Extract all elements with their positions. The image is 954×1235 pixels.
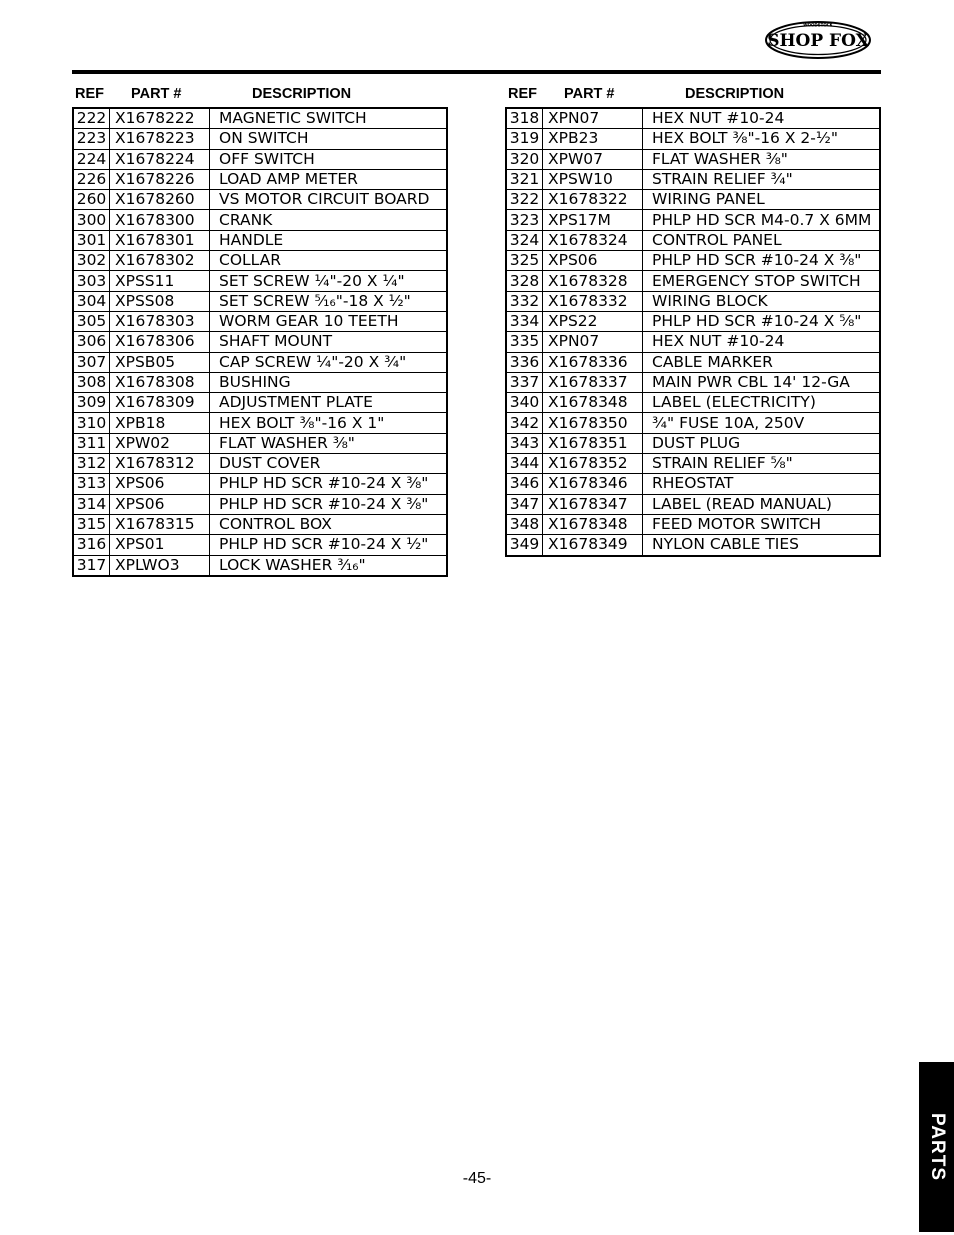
part-number-cell: XPW07	[543, 149, 643, 169]
part-number-cell: XPS01	[110, 535, 210, 555]
header-description: DESCRIPTION	[685, 86, 785, 102]
description-cell: LABEL (READ MANUAL)	[643, 494, 881, 514]
ref-cell: 309	[73, 393, 110, 413]
table-row	[73, 514, 447, 534]
part-number-cell: X1678348	[543, 393, 643, 413]
ref-cell: 301	[73, 230, 110, 250]
header-ref: REF	[75, 86, 104, 102]
header-rule	[72, 70, 881, 74]
ref-cell: 340	[506, 393, 543, 413]
part-number-cell: X1678346	[543, 474, 643, 494]
ref-cell: 337	[506, 372, 543, 392]
part-number-cell: X1678332	[543, 291, 643, 311]
part-number-cell: X1678352	[543, 454, 643, 474]
header-description: DESCRIPTION	[252, 86, 352, 102]
part-number-cell: X1678224	[110, 149, 210, 169]
part-number-cell: XPN07	[543, 332, 643, 352]
description-cell: ADJUSTMENT PLATE	[210, 393, 448, 413]
ref-cell: 303	[73, 271, 110, 291]
logo-ring-text: WOODSTOCK	[803, 22, 833, 28]
description-cell: MAGNETIC SWITCH	[210, 108, 448, 129]
description-cell: MAIN PWR CBL 14' 12-GA	[643, 372, 881, 392]
part-number-cell: XPSW10	[543, 169, 643, 189]
ref-cell: 317	[73, 555, 110, 576]
description-cell: PHLP HD SCR #10-24 X ⁵⁄₈"	[643, 311, 881, 331]
part-number-cell: XPSS08	[110, 291, 210, 311]
part-number-cell: X1678351	[543, 433, 643, 453]
description-cell: LOCK WASHER ³⁄₁₆"	[219, 555, 366, 574]
description-cell: VS MOTOR CIRCUIT BOARD	[210, 190, 448, 210]
ref-cell: 311	[73, 433, 110, 453]
description-cell: STRAIN RELIEF ⁵⁄₈"	[643, 454, 881, 474]
ref-cell: 332	[506, 291, 543, 311]
ref-cell: 336	[506, 352, 543, 372]
part-number-cell: X1678347	[543, 494, 643, 514]
ref-cell: 315	[73, 514, 110, 534]
parts-section-tab	[919, 1062, 954, 1232]
ref-cell: 322	[506, 190, 543, 210]
description-cell: SET SCREW ⁵⁄₁₆"-18 X ¹⁄₂"	[210, 291, 448, 311]
table-row	[73, 108, 447, 129]
part-number-cell: XPB18	[110, 413, 210, 433]
part-number-cell: X1678324	[543, 230, 643, 250]
description-cell: HEX BOLT ³⁄₈"-16 X 1"	[210, 413, 448, 433]
right-parts-table	[505, 107, 881, 557]
part-number-cell: X1678328	[543, 271, 643, 291]
ref-cell: 316	[73, 535, 110, 555]
table-row	[506, 474, 880, 494]
part-number-cell: X1678337	[543, 372, 643, 392]
description-cell: PHLP HD SCR #10-24 X ³⁄₈"	[643, 251, 881, 271]
description-cell: HEX NUT #10-24	[643, 332, 881, 352]
part-number-cell: XPN07	[543, 108, 643, 129]
ref-cell: 308	[73, 372, 110, 392]
table-row	[506, 129, 880, 149]
part-number-cell: XPW02	[110, 433, 210, 453]
description-cell: WIRING PANEL	[643, 190, 881, 210]
table-row	[506, 393, 880, 413]
part-number-cell: X1678260	[110, 190, 210, 210]
table-row	[506, 108, 880, 129]
table-row	[73, 535, 447, 555]
description-cell: PHLP HD SCR #10-24 X ³⁄₈"	[210, 474, 448, 494]
ref-cell: 305	[73, 311, 110, 331]
table-row	[73, 210, 447, 230]
table-row	[506, 494, 880, 514]
table-row	[73, 393, 447, 413]
table-row	[73, 190, 447, 210]
part-number-cell: XPS06	[543, 251, 643, 271]
ref-cell: 226	[73, 169, 110, 189]
ref-cell: 304	[73, 291, 110, 311]
table-row	[506, 149, 880, 169]
part-number-cell: XPSB05	[110, 352, 210, 372]
table-row	[73, 251, 447, 271]
part-number-cell: X1678349	[543, 535, 643, 556]
ref-cell: 302	[73, 251, 110, 271]
part-number-cell: X1678350	[543, 413, 643, 433]
parts-tab-label: PARTS	[926, 1113, 948, 1181]
ref-cell: 335	[506, 332, 543, 352]
ref-cell: 323	[506, 210, 543, 230]
ref-cell: 224	[73, 149, 110, 169]
ref-cell: 346	[506, 474, 543, 494]
header-ref: REF	[508, 86, 537, 102]
description-cell: CONTROL BOX	[210, 514, 448, 534]
table-row	[73, 474, 447, 494]
ref-cell: 314	[73, 494, 110, 514]
ref-cell: 260	[73, 190, 110, 210]
part-number-cell: XPLWO3	[110, 555, 210, 576]
table-row	[506, 535, 880, 556]
ref-cell: 349	[506, 535, 543, 556]
part-number-cell: XPB23	[543, 129, 643, 149]
description-cell: FLAT WASHER ³⁄₈"	[210, 433, 448, 453]
part-number-cell: X1678303	[110, 311, 210, 331]
table-row	[506, 190, 880, 210]
table-row	[506, 311, 880, 331]
table-row	[73, 352, 447, 372]
ref-cell: 312	[73, 454, 110, 474]
description-cell: WIRING BLOCK	[643, 291, 881, 311]
page-number: -45-	[462, 1170, 492, 1187]
description-cell: BUSHING	[210, 372, 448, 392]
description-cell: CABLE MARKER	[643, 352, 881, 372]
table-row	[73, 433, 447, 453]
description-cell: CAP SCREW ¹⁄₄"-20 X ³⁄₄"	[210, 352, 448, 372]
table-row	[73, 413, 447, 433]
part-number-cell: X1678302	[110, 251, 210, 271]
table-row	[73, 291, 447, 311]
description-cell: HEX NUT #10-24	[643, 108, 881, 129]
part-number-cell: XPS06	[110, 494, 210, 514]
description-cell: WORM GEAR 10 TEETH	[210, 311, 448, 331]
table-row	[73, 454, 447, 474]
description-cell: EMERGENCY STOP SWITCH	[643, 271, 881, 291]
table-row	[506, 251, 880, 271]
ref-cell: 307	[73, 352, 110, 372]
description-cell: HEX BOLT ³⁄₈"-16 X 2-¹⁄₂"	[643, 129, 881, 149]
ref-cell: 310	[73, 413, 110, 433]
table-row	[506, 291, 880, 311]
ref-cell: 321	[506, 169, 543, 189]
description-cell: PHLP HD SCR #10-24 X ¹⁄₂"	[210, 535, 448, 555]
table-row	[506, 169, 880, 189]
shop-fox-logo	[764, 20, 872, 60]
ref-cell: 319	[506, 129, 543, 149]
ref-cell: 223	[73, 129, 110, 149]
part-number-cell: XPS17M	[543, 210, 643, 230]
table-row	[506, 413, 880, 433]
table-row	[506, 271, 880, 291]
description-cell: RHEOSTAT	[643, 474, 881, 494]
table-row	[506, 372, 880, 392]
ref-cell: 318	[506, 108, 543, 129]
part-number-cell: XPSS11	[110, 271, 210, 291]
table-row	[73, 169, 447, 189]
description-cell: LOAD AMP METER	[210, 169, 448, 189]
part-number-cell: X1678226	[110, 169, 210, 189]
ref-cell: 348	[506, 514, 543, 534]
description-cell: SET SCREW ¹⁄₄"-20 X ¹⁄₄"	[210, 271, 448, 291]
ref-cell: 324	[506, 230, 543, 250]
description-cell: DUST COVER	[210, 454, 448, 474]
ref-cell: 325	[506, 251, 543, 271]
part-number-cell: X1678306	[110, 332, 210, 352]
description-cell: PHLP HD SCR #10-24 X ³⁄₈"	[210, 494, 448, 514]
description-cell: CONTROL PANEL	[643, 230, 881, 250]
description-cell: ON SWITCH	[210, 129, 448, 149]
description-cell: STRAIN RELIEF ³⁄₄"	[643, 169, 881, 189]
part-number-cell: X1678312	[110, 454, 210, 474]
description-cell: ³⁄₄" FUSE 10A, 250V	[643, 413, 881, 433]
table-row	[73, 311, 447, 331]
header-part: PART #	[564, 86, 615, 102]
part-number-cell: X1678348	[543, 514, 643, 534]
ref-cell: 347	[506, 494, 543, 514]
part-number-cell: X1678222	[110, 108, 210, 129]
table-row	[506, 210, 880, 230]
description-cell: CRANK	[210, 210, 448, 230]
part-number-cell: XPS06	[110, 474, 210, 494]
description-cell: DUST PLUG	[643, 433, 881, 453]
right-column-headers	[505, 86, 881, 104]
header-part: PART #	[131, 86, 182, 102]
table-row	[73, 230, 447, 250]
table-row	[73, 149, 447, 169]
description-cell: OFF SWITCH	[210, 149, 448, 169]
table-row	[506, 352, 880, 372]
ref-cell: 342	[506, 413, 543, 433]
part-number-cell: X1678223	[110, 129, 210, 149]
table-row	[73, 271, 447, 291]
part-number-cell: X1678336	[543, 352, 643, 372]
ref-cell: 320	[506, 149, 543, 169]
ref-cell: 334	[506, 311, 543, 331]
description-cell: NYLON CABLE TIES	[652, 535, 799, 554]
table-row	[506, 514, 880, 534]
table-row	[506, 454, 880, 474]
description-cell: FLAT WASHER ³⁄₈"	[643, 149, 881, 169]
description-cell: SHAFT MOUNT	[210, 332, 448, 352]
description-cell: HANDLE	[210, 230, 448, 250]
ref-cell: 313	[73, 474, 110, 494]
part-number-cell: X1678308	[110, 372, 210, 392]
table-row	[73, 494, 447, 514]
description-cell: COLLAR	[210, 251, 448, 271]
left-column-headers	[72, 86, 448, 104]
description-cell: LABEL (ELECTRICITY)	[643, 393, 881, 413]
description-cell: FEED MOTOR SWITCH	[643, 514, 881, 534]
ref-cell: 343	[506, 433, 543, 453]
part-number-cell: X1678322	[543, 190, 643, 210]
table-row	[73, 372, 447, 392]
table-row	[73, 555, 447, 576]
table-row	[506, 433, 880, 453]
part-number-cell: XPS22	[543, 311, 643, 331]
description-cell: PHLP HD SCR M4-0.7 X 6MM	[643, 210, 881, 230]
left-parts-table	[72, 107, 448, 577]
table-row	[506, 332, 880, 352]
part-number-cell: X1678315	[110, 514, 210, 534]
ref-cell: 306	[73, 332, 110, 352]
part-number-cell: X1678309	[110, 393, 210, 413]
part-number-cell: X1678301	[110, 230, 210, 250]
ref-cell: 328	[506, 271, 543, 291]
table-row	[506, 230, 880, 250]
part-number-cell: X1678300	[110, 210, 210, 230]
table-row	[73, 129, 447, 149]
ref-cell: 300	[73, 210, 110, 230]
logo-text: SHOP FOX	[767, 31, 869, 51]
ref-cell: 344	[506, 454, 543, 474]
table-row	[73, 332, 447, 352]
ref-cell: 222	[73, 108, 110, 129]
